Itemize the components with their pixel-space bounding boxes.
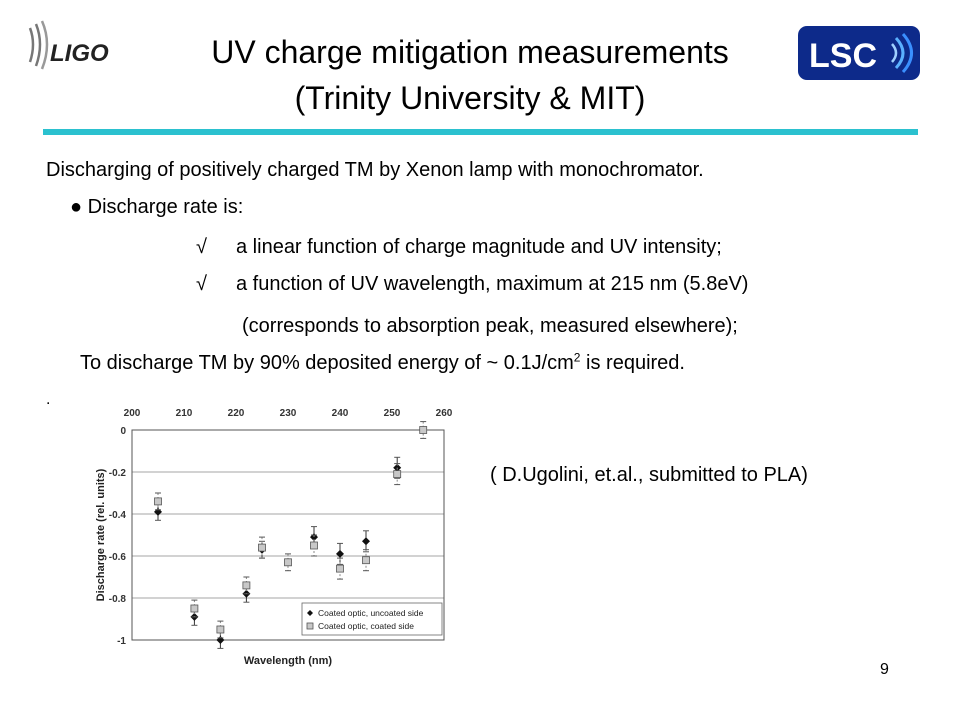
data-point-coated-side [311,542,318,549]
energy-text: To discharge TM by 90% deposited energy of ~ 0.1J/cm [80,352,574,374]
energy-superscript: 2 [573,350,581,365]
check-item-2 [196,272,207,296]
check-text-2: a function of UV wavelength, maximum at 215 nm (5.8eV) [236,273,749,295]
x-tick-label: 200 [123,408,141,419]
stray-dot: . [46,391,51,408]
check-item-1 [196,235,207,259]
title-underline [43,129,918,135]
legend-label: Coated optic, uncoated side [318,608,424,618]
intro-text: Discharging of positively charged TM by Xenon lamp with monochromator. [46,159,704,181]
x-axis-label: Wavelength (nm) [243,655,333,667]
data-point-coated-side [243,582,250,589]
discharge-rate-chart [92,400,456,674]
data-point-coated-side [420,427,427,434]
data-point-coated-side [191,605,198,612]
lsc-logo-text: LSC [809,37,877,75]
y-tick-label: -0.6 [108,552,126,563]
x-tick-label: 260 [435,408,453,419]
y-tick-label: -0.8 [108,594,126,605]
ligo-logo [22,18,122,72]
x-tick-label: 210 [175,408,193,419]
ligo-logo-text: LIGO [50,40,109,67]
energy-requirement [80,351,685,375]
data-point-coated-side [155,498,162,505]
data-point-coated-side [217,626,224,633]
data-point-coated-side [337,565,344,572]
y-tick-label: -1 [117,636,126,647]
y-tick-label: -0.2 [108,468,126,479]
x-tick-label: 240 [331,408,349,419]
energy-text-end: is required. [580,352,685,374]
bullet-line [70,195,243,219]
check-icon: √ [196,273,207,295]
bullet-text: Discharge rate is: [87,196,244,218]
page-number: 9 [880,661,889,678]
x-tick-label: 250 [383,408,401,419]
lsc-logo [796,24,926,82]
data-point-coated-side [394,471,401,478]
check-text-2-continued: (corresponds to absorption peak, measured elsewhere); [242,315,738,337]
y-tick-label: 0 [120,426,126,437]
y-axis-label: Discharge rate (rel. units) [95,468,107,602]
legend-marker-square [307,623,313,629]
bullet-icon: ● [70,196,83,218]
reference-citation: ( D.Ugolini, et.al., submitted to PLA) [490,464,808,486]
legend-label: Coated optic, coated side [318,621,414,631]
data-point-coated-side [285,559,292,566]
title-line-2: (Trinity University & MIT) [294,80,646,116]
check-text-1: a linear function of charge magnitude and UV intensity; [236,236,722,258]
y-tick-label: -0.4 [108,510,126,521]
data-point-coated-side [259,544,266,551]
data-point-coated-side [363,557,370,564]
x-tick-label: 220 [227,408,245,419]
x-tick-label: 230 [279,408,297,419]
title-line-1: UV charge mitigation measurements [211,34,729,70]
chart-legend [302,603,442,635]
check-icon: √ [196,236,207,258]
